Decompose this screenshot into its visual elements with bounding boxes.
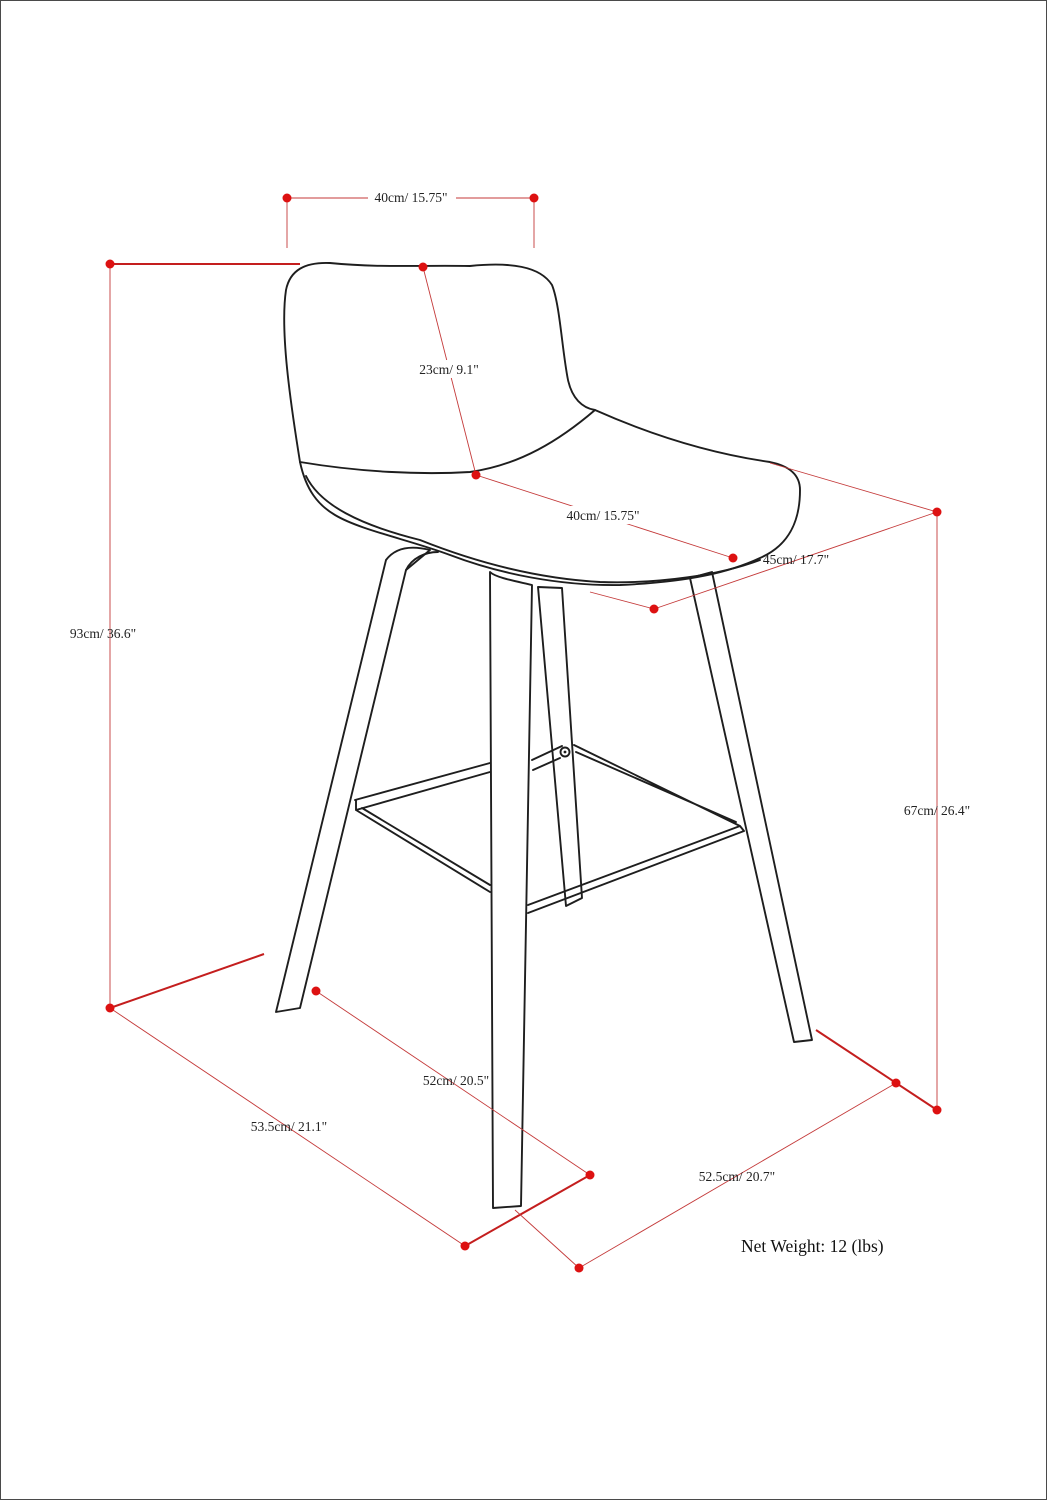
overall-height-label: 93cm/ 36.6" (69, 626, 137, 641)
base-depth-label: 53.5cm/ 21.1" (250, 1119, 328, 1134)
stool-backrest-outline (284, 263, 800, 585)
seat-height-label: 67cm/ 26.4" (903, 803, 971, 818)
back-height-label: 23cm/ 9.1" (419, 362, 479, 377)
base-width-label: 52.5cm/ 20.7" (698, 1169, 776, 1184)
stool-drawing (276, 263, 812, 1208)
net-weight: Net Weight: 12 (lbs) (741, 1236, 884, 1256)
seat-width-label: 45cm/ 17.7" (762, 552, 830, 567)
stool-seat-edge (306, 476, 760, 582)
stool-leg-right (690, 572, 812, 1042)
stool-footrest (355, 745, 744, 913)
stool-leg-left (276, 548, 430, 1012)
seat-depth-label: 40cm/ 15.75" (566, 508, 640, 523)
back-width-label: 40cm/ 15.75" (374, 190, 448, 205)
inner-base-label: 52cm/ 20.5" (422, 1073, 490, 1088)
stool-seam (300, 410, 595, 473)
